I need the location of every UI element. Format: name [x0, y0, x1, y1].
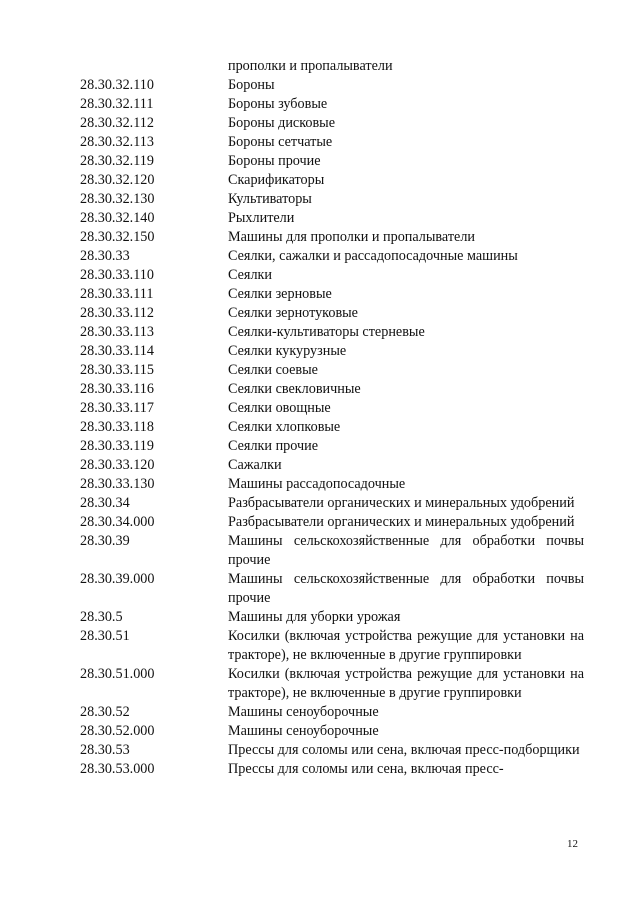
row-description: Бороны [228, 77, 275, 93]
row-code: 28.30.32.110 [80, 77, 154, 93]
row-description: Машины для уборки урожая [228, 609, 401, 625]
row-code: 28.30.33.111 [80, 286, 154, 302]
row-code: 28.30.32.112 [80, 115, 154, 131]
row-description: Бороны сетчатые [228, 134, 333, 150]
row-description: Сеялки овощные [228, 400, 331, 416]
table-row [80, 285, 584, 304]
page-number: 12 [567, 838, 578, 850]
row-description: Косилки (включая устройства режущие для установки на тракторе), не включенные в другие группировки [228, 628, 584, 663]
table-row [80, 760, 584, 779]
row-description: Машины рассадопосадочные [228, 476, 406, 492]
table-row [80, 722, 584, 741]
row-description: Сеялки соевые [228, 362, 318, 378]
table-row [80, 570, 584, 608]
row-description: Бороны дисковые [228, 115, 336, 131]
table-row [80, 456, 584, 475]
table-row [80, 513, 584, 532]
row-description: Сеялки свекловичные [228, 381, 361, 397]
table-row [80, 171, 584, 190]
row-description: Культиваторы [228, 191, 312, 207]
table-row [80, 304, 584, 323]
row-code: 28.30.34.000 [80, 514, 155, 530]
table-row [80, 266, 584, 285]
table-row [80, 133, 584, 152]
row-description: Машины сеноуборочные [228, 723, 379, 739]
row-description: Сеялки-культиваторы стерневые [228, 324, 425, 340]
row-code: 28.30.32.140 [80, 210, 155, 226]
row-description: Машины сеноуборочные [228, 704, 379, 720]
table-row [80, 323, 584, 342]
table-row [80, 76, 584, 95]
row-code: 28.30.32.113 [80, 134, 154, 150]
table-row [80, 95, 584, 114]
classification-table [80, 57, 584, 779]
table-row [80, 228, 584, 247]
row-code: 28.30.52 [80, 704, 130, 720]
row-description: Прессы для соломы или сена, включая пресс- [228, 761, 504, 777]
row-code: 28.30.33.110 [80, 267, 154, 283]
row-description: Сажалки [228, 457, 282, 473]
row-code: 28.30.53.000 [80, 761, 155, 777]
row-description: Бороны прочие [228, 153, 321, 169]
table-row [80, 57, 584, 76]
row-description: Косилки (включая устройства режущие для установки на тракторе), не включенные в другие группировки [228, 666, 584, 701]
table-row [80, 494, 584, 513]
table-row [80, 475, 584, 494]
row-description: Сеялки кукурузные [228, 343, 347, 359]
row-description: Скарификаторы [228, 172, 325, 188]
row-description: Машины сельскохозяйственные для обработки почвы прочие [228, 571, 584, 606]
row-code: 28.30.33.112 [80, 305, 154, 321]
table-row [80, 247, 584, 266]
table-row [80, 361, 584, 380]
table-row [80, 608, 584, 627]
table-row [80, 665, 584, 703]
row-description: Сеялки прочие [228, 438, 319, 454]
row-description: Сеялки хлопковые [228, 419, 341, 435]
table-row [80, 380, 584, 399]
table-row [80, 209, 584, 228]
row-code: 28.30.5 [80, 609, 123, 625]
table-row [80, 532, 584, 570]
row-code: 28.30.33.117 [80, 400, 154, 416]
row-code: 28.30.52.000 [80, 723, 155, 739]
table-row [80, 418, 584, 437]
row-code: 28.30.39 [80, 533, 130, 549]
row-description: Сеялки зернотуковые [228, 305, 358, 321]
table-row [80, 152, 584, 171]
row-code: 28.30.33 [80, 248, 130, 264]
row-code: 28.30.33.113 [80, 324, 154, 340]
row-description: Разбрасыватели органических и минеральных удобрений [228, 514, 575, 530]
table-row [80, 114, 584, 133]
row-code: 28.30.32.119 [80, 153, 154, 169]
row-code: 28.30.33.118 [80, 419, 154, 435]
row-code: 28.30.33.114 [80, 343, 154, 359]
table-row [80, 190, 584, 209]
row-code: 28.30.33.130 [80, 476, 155, 492]
row-code: 28.30.33.116 [80, 381, 154, 397]
row-description: Машины сельскохозяйственные для обработки почвы прочие [228, 533, 584, 568]
row-description: Рыхлители [228, 210, 295, 226]
row-description: прополки и пропалыватели [228, 58, 393, 74]
row-description: Сеялки, сажалки и рассадопосадочные машины [228, 248, 518, 264]
row-description: Сеялки зерновые [228, 286, 332, 302]
row-description: Прессы для соломы или сена, включая пресс-подборщики [228, 742, 580, 758]
row-code: 28.30.53 [80, 742, 130, 758]
row-code: 28.30.51.000 [80, 666, 155, 682]
table-row [80, 342, 584, 361]
row-code: 28.30.32.120 [80, 172, 155, 188]
row-code: 28.30.33.120 [80, 457, 155, 473]
row-description: Сеялки [228, 267, 273, 283]
table-row [80, 437, 584, 456]
row-code: 28.30.34 [80, 495, 130, 511]
row-description: Разбрасыватели органических и минеральных удобрений [228, 495, 575, 511]
row-description: Бороны зубовые [228, 96, 328, 112]
row-code: 28.30.32.130 [80, 191, 155, 207]
row-code: 28.30.51 [80, 628, 130, 644]
table-row [80, 703, 584, 722]
row-code: 28.30.39.000 [80, 571, 155, 587]
table-row [80, 627, 584, 665]
row-description: Машины для прополки и пропалыватели [228, 229, 476, 245]
table-row [80, 741, 584, 760]
row-code: 28.30.33.119 [80, 438, 154, 454]
table-row [80, 399, 584, 418]
row-code: 28.30.33.115 [80, 362, 154, 378]
row-code: 28.30.32.111 [80, 96, 154, 112]
row-code: 28.30.32.150 [80, 229, 155, 245]
